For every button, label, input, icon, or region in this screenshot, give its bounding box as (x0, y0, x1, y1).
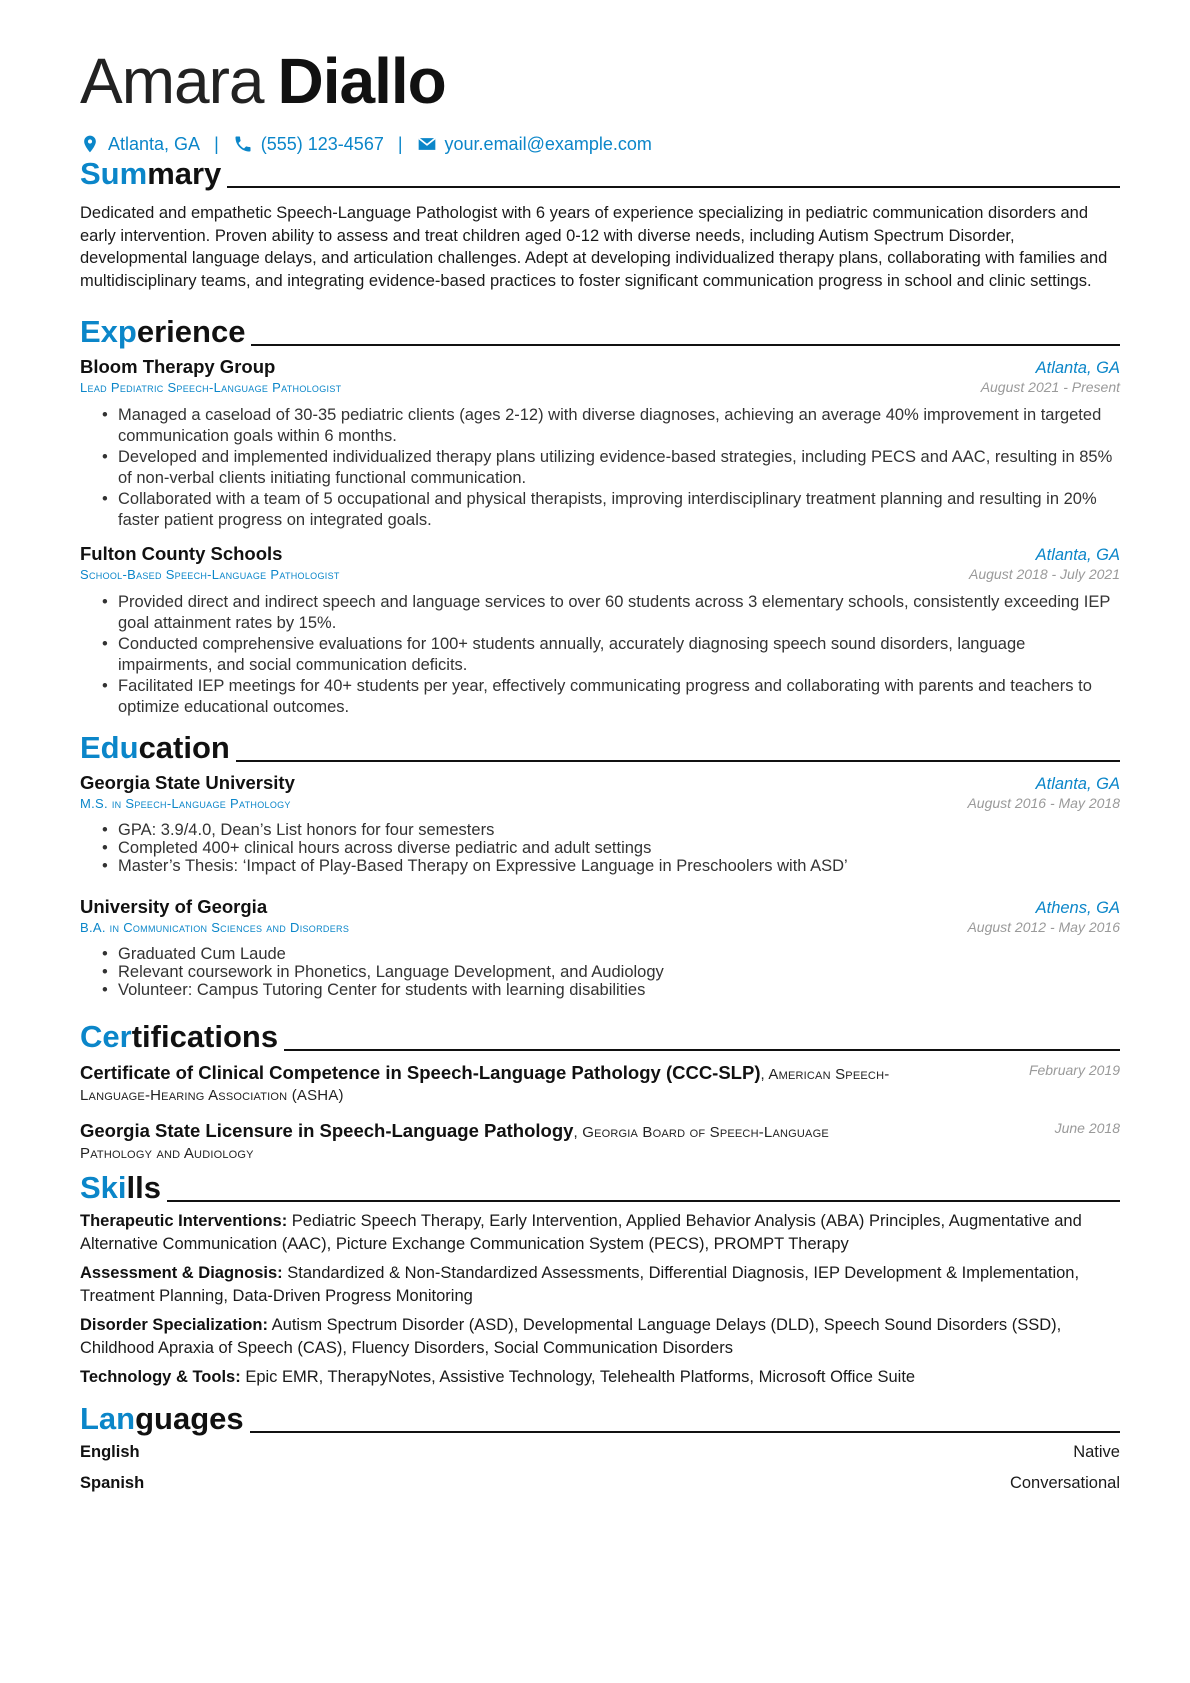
education-bullets (80, 945, 1120, 999)
resume-page (80, 0, 1120, 1492)
employer-location: Atlanta, GA (1035, 359, 1120, 377)
language-row (80, 1472, 1120, 1494)
job-dates: August 2021 - Present (980, 379, 1120, 395)
section-rule (227, 186, 1120, 188)
language-name: English (80, 1443, 140, 1461)
section-rule (250, 1431, 1120, 1433)
section-rule (284, 1049, 1120, 1051)
email-link[interactable]: your.email@example.com (444, 133, 652, 154)
skill-label: Technology & Tools: (80, 1368, 241, 1386)
school-name: University of Georgia (80, 896, 268, 917)
phone-icon (233, 134, 253, 154)
skill-text: Standardized & Non-Standardized Assessments, Differential Diagnosis, IEP Development & Implementation, Treatment Planning, Data-Driven Progress Monitoring (80, 1264, 1080, 1305)
skill-row (80, 1366, 1120, 1389)
degree-title: M.S. in Speech-Language Pathology (80, 796, 291, 811)
summary-text: Dedicated and empathetic Speech-Language Pathologist with 6 years of experience specializing in pediatric communication disorders and early intervention. Proven ability to assess and treat children aged 0-12 with diverse needs, including Autism Spectrum Disorder, developmental language delays, and articulation challenges. Adept at developing individualized therapy plans, collaborating with families and multidisciplinary teams, and integrating evidence-based practices to foster significant communication progress in school and clinic settings. (80, 204, 1108, 290)
skill-row (80, 1314, 1120, 1359)
job-dates: August 2018 - July 2021 (969, 566, 1120, 582)
language-row (80, 1441, 1120, 1463)
experience-entry (80, 356, 1120, 531)
employer-location: Atlanta, GA (1035, 546, 1120, 564)
certification-date: February 2019 (1028, 1062, 1120, 1078)
list-item: • Collaborated with a team of 5 occupational and physical therapists, improving interdisciplinary treatment planning and resulting in 20% faster patient progress on integrated goals. (118, 489, 1120, 531)
certification-name: Certificate of Clinical Competence in Speech-Language Pathology (CCC-SLP) (80, 1062, 761, 1083)
first-name: Amara (80, 45, 264, 117)
list-item: • Completed 400+ clinical hours across diverse pediatric and adult settings (118, 839, 1120, 857)
language-level: Conversational (1009, 1474, 1120, 1492)
section-rule (251, 344, 1120, 346)
job-title: Lead Pediatric Speech-Language Pathologist (80, 380, 342, 395)
skills-section (80, 1170, 1120, 1206)
certifications-section (80, 1019, 1120, 1055)
candidate-name (80, 42, 1120, 120)
map-pin-icon (80, 134, 100, 154)
education-entry (80, 772, 1120, 875)
location-text: Atlanta, GA (108, 133, 201, 154)
skill-label: Assessment & Diagnosis: (80, 1264, 283, 1282)
skill-label: Therapeutic Interventions: (80, 1212, 288, 1230)
skill-text: Pediatric Speech Therapy, Early Intervention, Applied Behavior Analysis (ABA) Principles, Augmentative and Alternative Communication (AAC), Picture Exchange Communication System (PECS), PROMPT Therapy (80, 1212, 1082, 1253)
contact-separator: | (214, 133, 219, 154)
contact-phone[interactable] (233, 134, 384, 155)
certification-date: June 2018 (1054, 1120, 1120, 1136)
section-title-certifications: Cer tifications (80, 1019, 1120, 1055)
contact-row (80, 130, 1120, 158)
employer-name: Fulton County Schools (80, 543, 283, 564)
section-title-skills: Ski lls (80, 1170, 1120, 1206)
section-title-languages: Lan guages (80, 1401, 1120, 1437)
education-bullets (80, 821, 1120, 875)
list-item: • Master’s Thesis: ‘Impact of Play-Based Therapy on Expressive Language in Preschoolers with ASD’ (118, 857, 1120, 875)
education-section (80, 730, 1120, 766)
experience-section (80, 314, 1120, 350)
section-rule (236, 760, 1120, 762)
certification-issuer: American Speech-Language-Hearing Association (ASHA) (80, 1066, 890, 1104)
list-item: • GPA: 3.9/4.0, Dean’s List honors for four semesters (118, 821, 1120, 839)
certification-issuer: Georgia Board of Speech-Language Pathology and Audiology (80, 1124, 829, 1162)
list-item: • Developed and implemented individualized therapy plans utilizing evidence-based strategies, including PECS and AAC, resulting in 85% of non-verbal clients initiating functional communication. (118, 447, 1120, 489)
skill-label: Disorder Specialization: (80, 1316, 268, 1334)
skill-row (80, 1210, 1120, 1255)
experience-entry (80, 543, 1120, 718)
certification-name: Georgia State Licensure in Speech-Language Pathology (80, 1120, 574, 1141)
section-rule (167, 1200, 1120, 1202)
job-title: School-Based Speech-Language Pathologist (80, 567, 340, 582)
employer-name: Bloom Therapy Group (80, 356, 276, 377)
skill-row (80, 1262, 1120, 1307)
skill-text: Epic EMR, TherapyNotes, Assistive Technology, Telehealth Platforms, Microsoft Office Suite (245, 1368, 916, 1386)
phone-text[interactable]: (555) 123-4567 (260, 133, 384, 154)
school-name: Georgia State University (80, 772, 295, 793)
languages-section (80, 1401, 1120, 1437)
job-bullets (80, 592, 1120, 718)
envelope-icon (417, 134, 437, 154)
section-title-experience: Exp erience (80, 314, 1120, 350)
list-item: • Graduated Cum Laude (118, 945, 1120, 963)
school-location: Athens, GA (1035, 899, 1120, 917)
section-title-summary: Sum mary (80, 156, 1120, 192)
school-location: Atlanta, GA (1035, 775, 1120, 793)
list-item: • Relevant coursework in Phonetics, Language Development, and Audiology (118, 963, 1120, 981)
degree-title: B.A. in Communication Sciences and Disorders (80, 920, 350, 935)
education-entry (80, 896, 1120, 999)
section-title-education: Edu cation (80, 730, 1120, 766)
contact-location (80, 134, 200, 155)
summary-section (80, 156, 1120, 292)
certification-entry: Certificate of Clinical Competence in Speech-Language Pathology (CCC-SLP), American Speech-Language-Hearing Association (ASHA) February 2019 (80, 1062, 1120, 1104)
list-item: • Volunteer: Campus Tutoring Center for students with learning disabilities (118, 981, 1120, 999)
list-item: • Managed a caseload of 30-35 pediatric clients (ages 2-12) with diverse diagnoses, achieving an average 40% improvement in targeted communication goals within 6 months. (118, 405, 1120, 447)
language-name: Spanish (80, 1474, 145, 1492)
job-bullets (80, 405, 1120, 531)
contact-separator: | (397, 133, 403, 154)
list-item: • Provided direct and indirect speech and language services to over 60 students across 3 elementary schools, consistently exceeding IEP goal attainment rates by 15%. (118, 592, 1120, 634)
last-name: Diallo (277, 45, 446, 117)
list-item: • Facilitated IEP meetings for 40+ students per year, effectively communicating progress and collaborating with parents and teachers to optimize educational outcomes. (118, 676, 1120, 718)
education-dates: August 2012 - May 2016 (967, 919, 1120, 935)
skill-text: Autism Spectrum Disorder (ASD), Developmental Language Delays (DLD), Speech Sound Disorders (SSD), Childhood Apraxia of Speech (CAS), Fluency Disorders, Social Communication Disorders (80, 1316, 1062, 1357)
education-dates: August 2016 - May 2018 (967, 795, 1120, 811)
certification-entry: Georgia State Licensure in Speech-Language Pathology, Georgia Board of Speech-Language Pathology and Audiology June 2018 (80, 1120, 1120, 1162)
contact-email[interactable] (417, 134, 652, 155)
language-level: Native (1073, 1443, 1120, 1461)
list-item: • Conducted comprehensive evaluations for 100+ students annually, accurately diagnosing speech sound disorders, language impairments, and social communication deficits. (118, 634, 1120, 676)
